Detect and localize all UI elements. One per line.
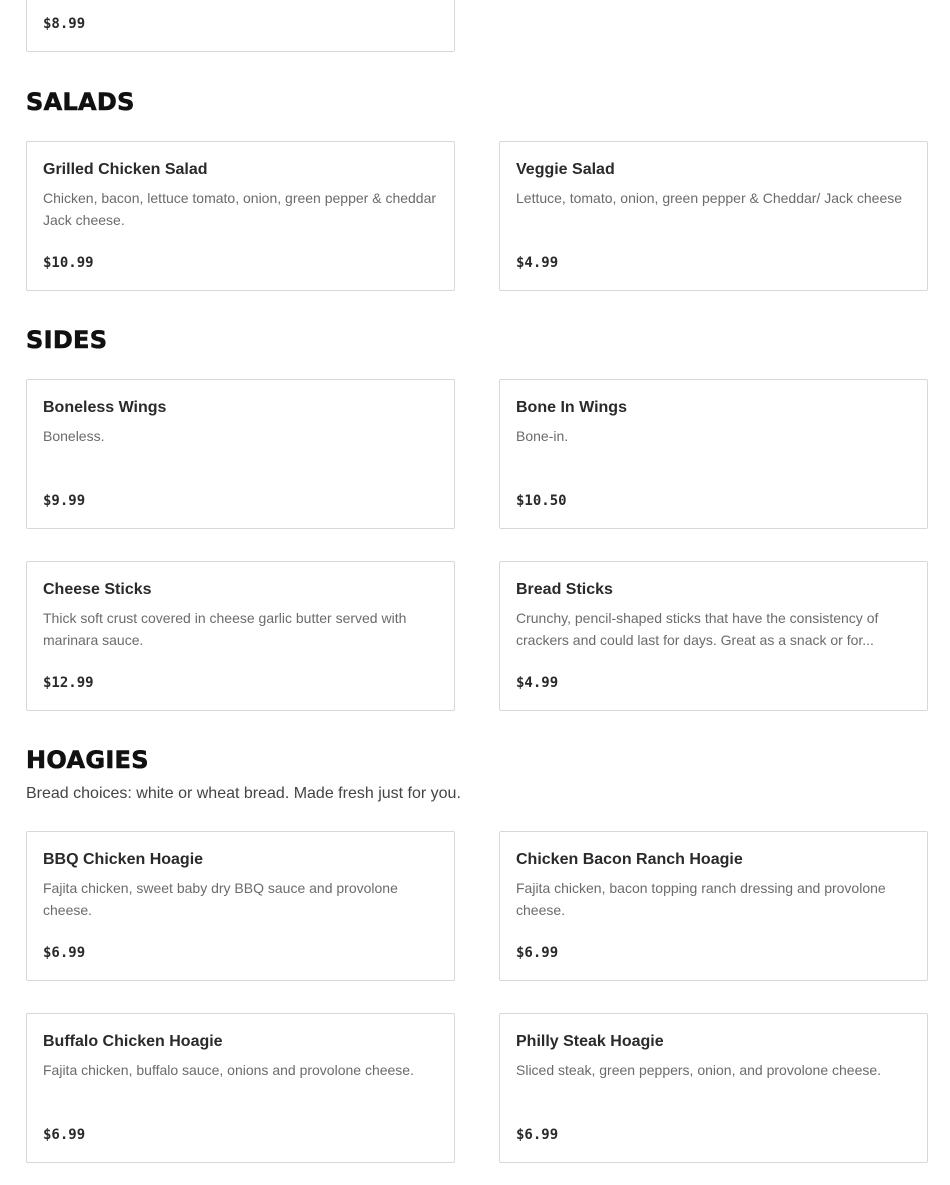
item-price: $10.50 — [516, 493, 567, 509]
section-subtitle: Bread choices: white or wheat bread. Made fresh just for you. — [26, 785, 461, 802]
item-description: Bone-in. — [516, 428, 569, 444]
item-description: Chicken, bacon, lettuce tomato, onion, green pepper & cheddar Jack cheese. — [43, 190, 437, 228]
item-name: Boneless Wings — [43, 399, 167, 416]
item-price: $10.99 — [43, 255, 94, 271]
menu-item-card[interactable] — [499, 141, 928, 291]
item-name: Grilled Chicken Salad — [43, 161, 208, 178]
item-description: Crunchy, pencil-shaped sticks that have the consistency of crackers and could last for days. Great as a snack or for... — [516, 610, 879, 648]
item-price: $4.99 — [516, 255, 559, 271]
section-title-hoagies: HOAGIES — [26, 746, 149, 774]
item-name: Bread Sticks — [516, 581, 613, 598]
item-name: Buffalo Chicken Hoagie — [43, 1033, 223, 1050]
item-price: $6.99 — [43, 1127, 86, 1143]
item-price: $6.99 — [43, 945, 86, 961]
item-description: Thick soft crust covered in cheese garlic butter served with marinara sauce. — [43, 610, 407, 648]
item-description: Fajita chicken, sweet baby dry BBQ sauce and provolone cheese. — [43, 880, 398, 918]
menu-item-card[interactable] — [26, 831, 455, 981]
section-title-salads: SALADS — [26, 88, 135, 116]
item-price: $6.99 — [516, 1127, 559, 1143]
item-price: $6.99 — [516, 945, 559, 961]
menu-item-card[interactable] — [499, 831, 928, 981]
item-name: BBQ Chicken Hoagie — [43, 851, 204, 868]
item-description: Fajita chicken, bacon topping ranch dressing and provolone cheese. — [516, 880, 886, 918]
item-name: Cheese Sticks — [43, 581, 152, 598]
item-name: Veggie Salad — [516, 161, 615, 178]
menu-item-card[interactable] — [26, 141, 455, 291]
item-description: Sliced steak, green peppers, onion, and provolone cheese. — [516, 1062, 882, 1078]
menu-item-card[interactable] — [499, 1013, 928, 1163]
item-price: $9.99 — [43, 493, 86, 509]
menu-item-card[interactable] — [499, 561, 928, 711]
item-price: $4.99 — [516, 675, 559, 691]
menu-item-card[interactable] — [26, 0, 455, 52]
menu-item-card[interactable] — [26, 379, 455, 529]
item-description: Boneless. — [43, 428, 105, 444]
item-name: Bone In Wings — [516, 399, 627, 416]
menu-item-card[interactable] — [26, 1013, 455, 1163]
item-name: Philly Steak Hoagie — [516, 1033, 664, 1050]
item-description: Lettuce, tomato, onion, green pepper & Cheddar/ Jack cheese — [516, 190, 903, 206]
item-price: $12.99 — [43, 675, 94, 691]
menu-item-card[interactable] — [26, 561, 455, 711]
item-name: Chicken Bacon Ranch Hoagie — [516, 851, 743, 868]
menu-item-card[interactable] — [499, 379, 928, 529]
item-description: Fajita chicken, buffalo sauce, onions and provolone cheese. — [43, 1062, 414, 1078]
item-price: $8.99 — [43, 16, 86, 32]
section-title-sides: SIDES — [26, 326, 108, 354]
